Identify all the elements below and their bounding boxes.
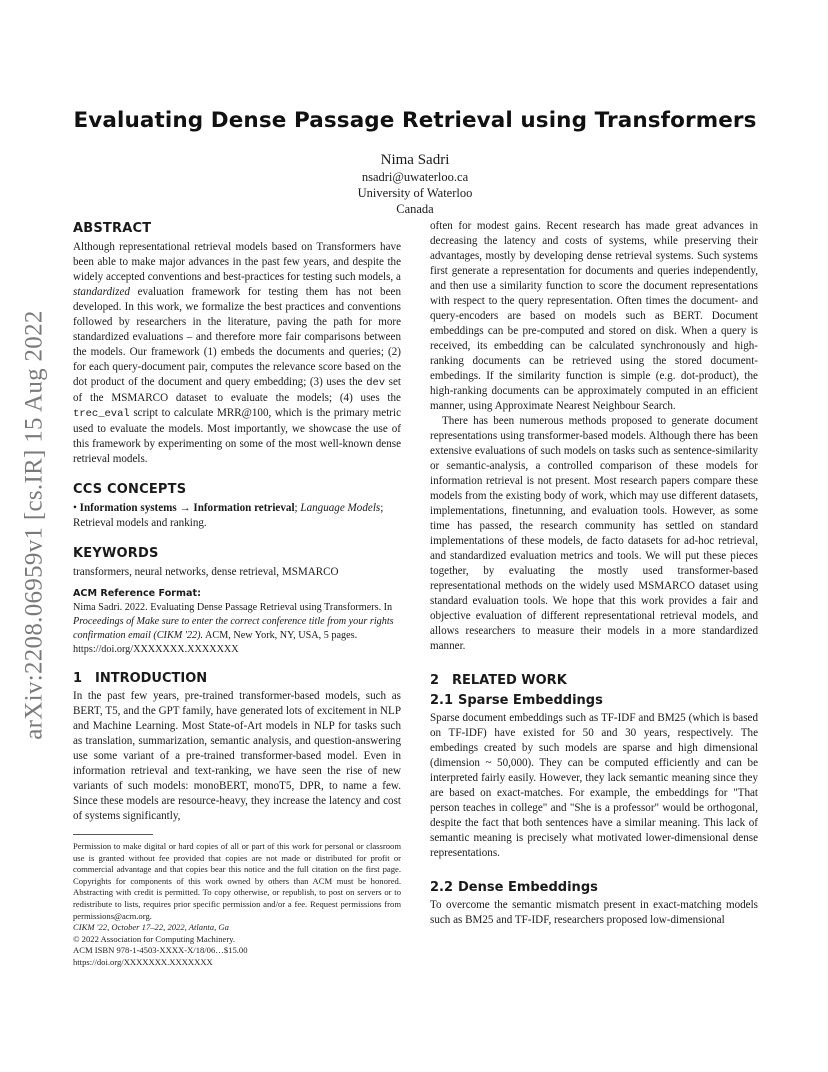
author-country: Canada — [396, 202, 434, 216]
sparse-embeddings-heading: 2.1 Sparse Embeddings — [430, 693, 603, 708]
dense-embeddings-text: To overcome the semantic mismatch present in exact-matching models such as BM25 and TF-IDF, researchers proposed low-dimensional — [430, 899, 758, 926]
related-work-heading: 2 RELATED WORK — [430, 673, 567, 688]
keywords-text: transformers, neural networks, dense retrieval, MSMARCO — [73, 566, 339, 578]
right-column — [430, 219, 758, 928]
ccs-heading: CCS CONCEPTS — [73, 482, 187, 497]
doi-line: https://doi.org/XXXXXXX.XXXXXXX — [73, 956, 213, 967]
isbn-line: ACM ISBN 978-1-4503-XXXX-X/18/06…$15.00 — [73, 945, 248, 956]
left-column — [73, 218, 401, 824]
footnote-rule — [73, 834, 153, 835]
paper-title: Evaluating Dense Passage Retrieval using Transformers — [73, 108, 757, 133]
intro-paragraph-2: There has been numerous methods proposed to generate document representations using transformer-based models. Although there has been extensive evaluations of such models on tasks such as sentence-similarity or semantic-analysis, a controlled comparison of these models for information retrieval is not present. Most research papers compare these models from the existing body of work, which may use different datasets, implementations, finetunning, and evaluation tools. However, as some time has passed, the research community has settled on standard implementations of these models, de facto datasets for ad-hoc retrieval, and standardized evaluation metrics and tools. We will put these pieces together, by evaluating the mostly used transformer-based representational methods on the widely used MSMARCO dataset using standard evaluation tools. We hope that this work provides a fair and objective evaluation of different representational retrieval models, and allows researchers to measure their models in a more standardized manner. — [430, 415, 758, 652]
intro-paragraph-1-continued: often for modest gains. Recent research has made great advances in decreasing the latency and costs of systems, while preserving their advantages, mostly by developing dense retrieval systems. Such systems first generate a representation for documents and queries independently, and then use a similarity function to score the document representations with respect to the query representation. Often times the document- and query-encoders are based on models such as BERT. Document embeddings can be pre-computed and stored on disk. When a query is received, its embedding can be calculated synchronously and high-ranking documents can be retrieved using the stored document-embedings. If the similarity function is simple (e.g. dot-product), the high-ranking documents can be approximately computed in an efficient manner, using Approximate Nearest Neighbour Search. — [430, 220, 758, 412]
author-email: nsadri@uwaterloo.ca — [361, 170, 469, 184]
copyright-line: © 2022 Association for Computing Machinery. — [73, 933, 236, 944]
sparse-embeddings-text: Sparse document embeddings such as TF-IDF and BM25 (which is based on TF-IDF) have existed for 50 and 30 years, respectively. The embedings created by such models are sparse and high dimensional (dimension ~ 50,000). They can be computed efficiently and can be interpreted fairly easily. However, they lack semantic meaning since they are based on exact-matches. For example, the embeddings for "That person teaches in college" and "She is a professor" would be orthogonal, despite the fact that both sentences have a similar meaning. This lack of semantic meaning is precisely what motivated lower-dimensional dense representations. — [430, 712, 758, 859]
arxiv-id: arXiv:2208.06959v1 [cs.IR] 15 Aug 2022 — [21, 310, 49, 740]
intro-heading: 1 INTRODUCTION — [73, 671, 208, 686]
abstract-heading: ABSTRACT — [73, 221, 152, 236]
acm-reference-heading: ACM Reference Format: — [73, 588, 201, 599]
abstract-text: Although representational retrieval models based on Transformers have been able to make major advances in the past few years, and despite the widely accepted conventions and best-practices for testing such models, a standardized evaluation framework for testing them has not been developed. In this work, we formalize the best practices and conventions followed by researchers in the literature, paving the path for more standardized evaluations – and therefore more fair comparisons between the models. Our framework (1) embeds the documents and queries; (2) for each query-document pair, computes the relevance score based on the dot product of the document and query embedding; (3) uses the dev set of the MSMARCO dataset to evaluate the models; (4) uses the trec_eval script to calculate MRR@100, which is the primary metric used to evaluate the models. Most importantly, we showcase the use of this framework by experimenting on some of the most well-known dense retrieval models. — [73, 241, 401, 465]
permission-footnote — [73, 834, 401, 969]
intro-paragraph-1: In the past few years, pre-trained transformer-based models, such as BERT, T5, and the GPT family, have generated lots of excitement in NLP and Machine Learning. Most State-of-Art models in NLP for tasks such as translation, summarization, semantic analysis, and question-answering use some variant of a pre-trained transformer-based model. Even in information retrieval and text-ranking, we have seen the rise of new variants of such models: monoBERT, monoT5, DPR, to name a few. Since these models are resource-heavy, they increase the latency and cost of systems significantly, — [73, 690, 401, 822]
dense-embeddings-heading: 2.2 Dense Embeddings — [430, 880, 598, 895]
ccs-text: • Information systems → Information retrieval; Language Models; Retrieval models and ranking. — [73, 502, 384, 529]
author-name: Nima Sadri — [380, 152, 450, 168]
author-university: University of Waterloo — [357, 186, 473, 200]
acm-reference-text: Nima Sadri. 2022. Evaluating Dense Passage Retrieval using Transformers. In Proceedings of Make sure to enter the correct conference title from your rights confirmation email (CIKM '22). ACM, New York, NY, USA, 5 pages. https://doi.org/XXXXXXX.XXXXXXX — [73, 602, 394, 655]
arxiv-stamp — [10, 290, 60, 760]
keywords-heading: KEYWORDS — [73, 546, 159, 561]
permission-text: Permission to make digital or hard copies of all or part of this work for personal or classroom use is granted without fee provided that copies are not made or distributed for profit or commercial advantage and that copies bear this notice and the full citation on the first page. Copyrights for components of this work owned by others than ACM must be honored. Abstracting with credit is permitted. To copy otherwise, or republish, to post on servers or to redistribute to lists, requires prior specific permission and/or a fee. Request permissions from permissions@acm.org. — [73, 841, 401, 921]
conference-line: CIKM '22, October 17–22, 2022, Atlanta, Ga — [73, 922, 229, 933]
paper-header — [70, 108, 760, 217]
